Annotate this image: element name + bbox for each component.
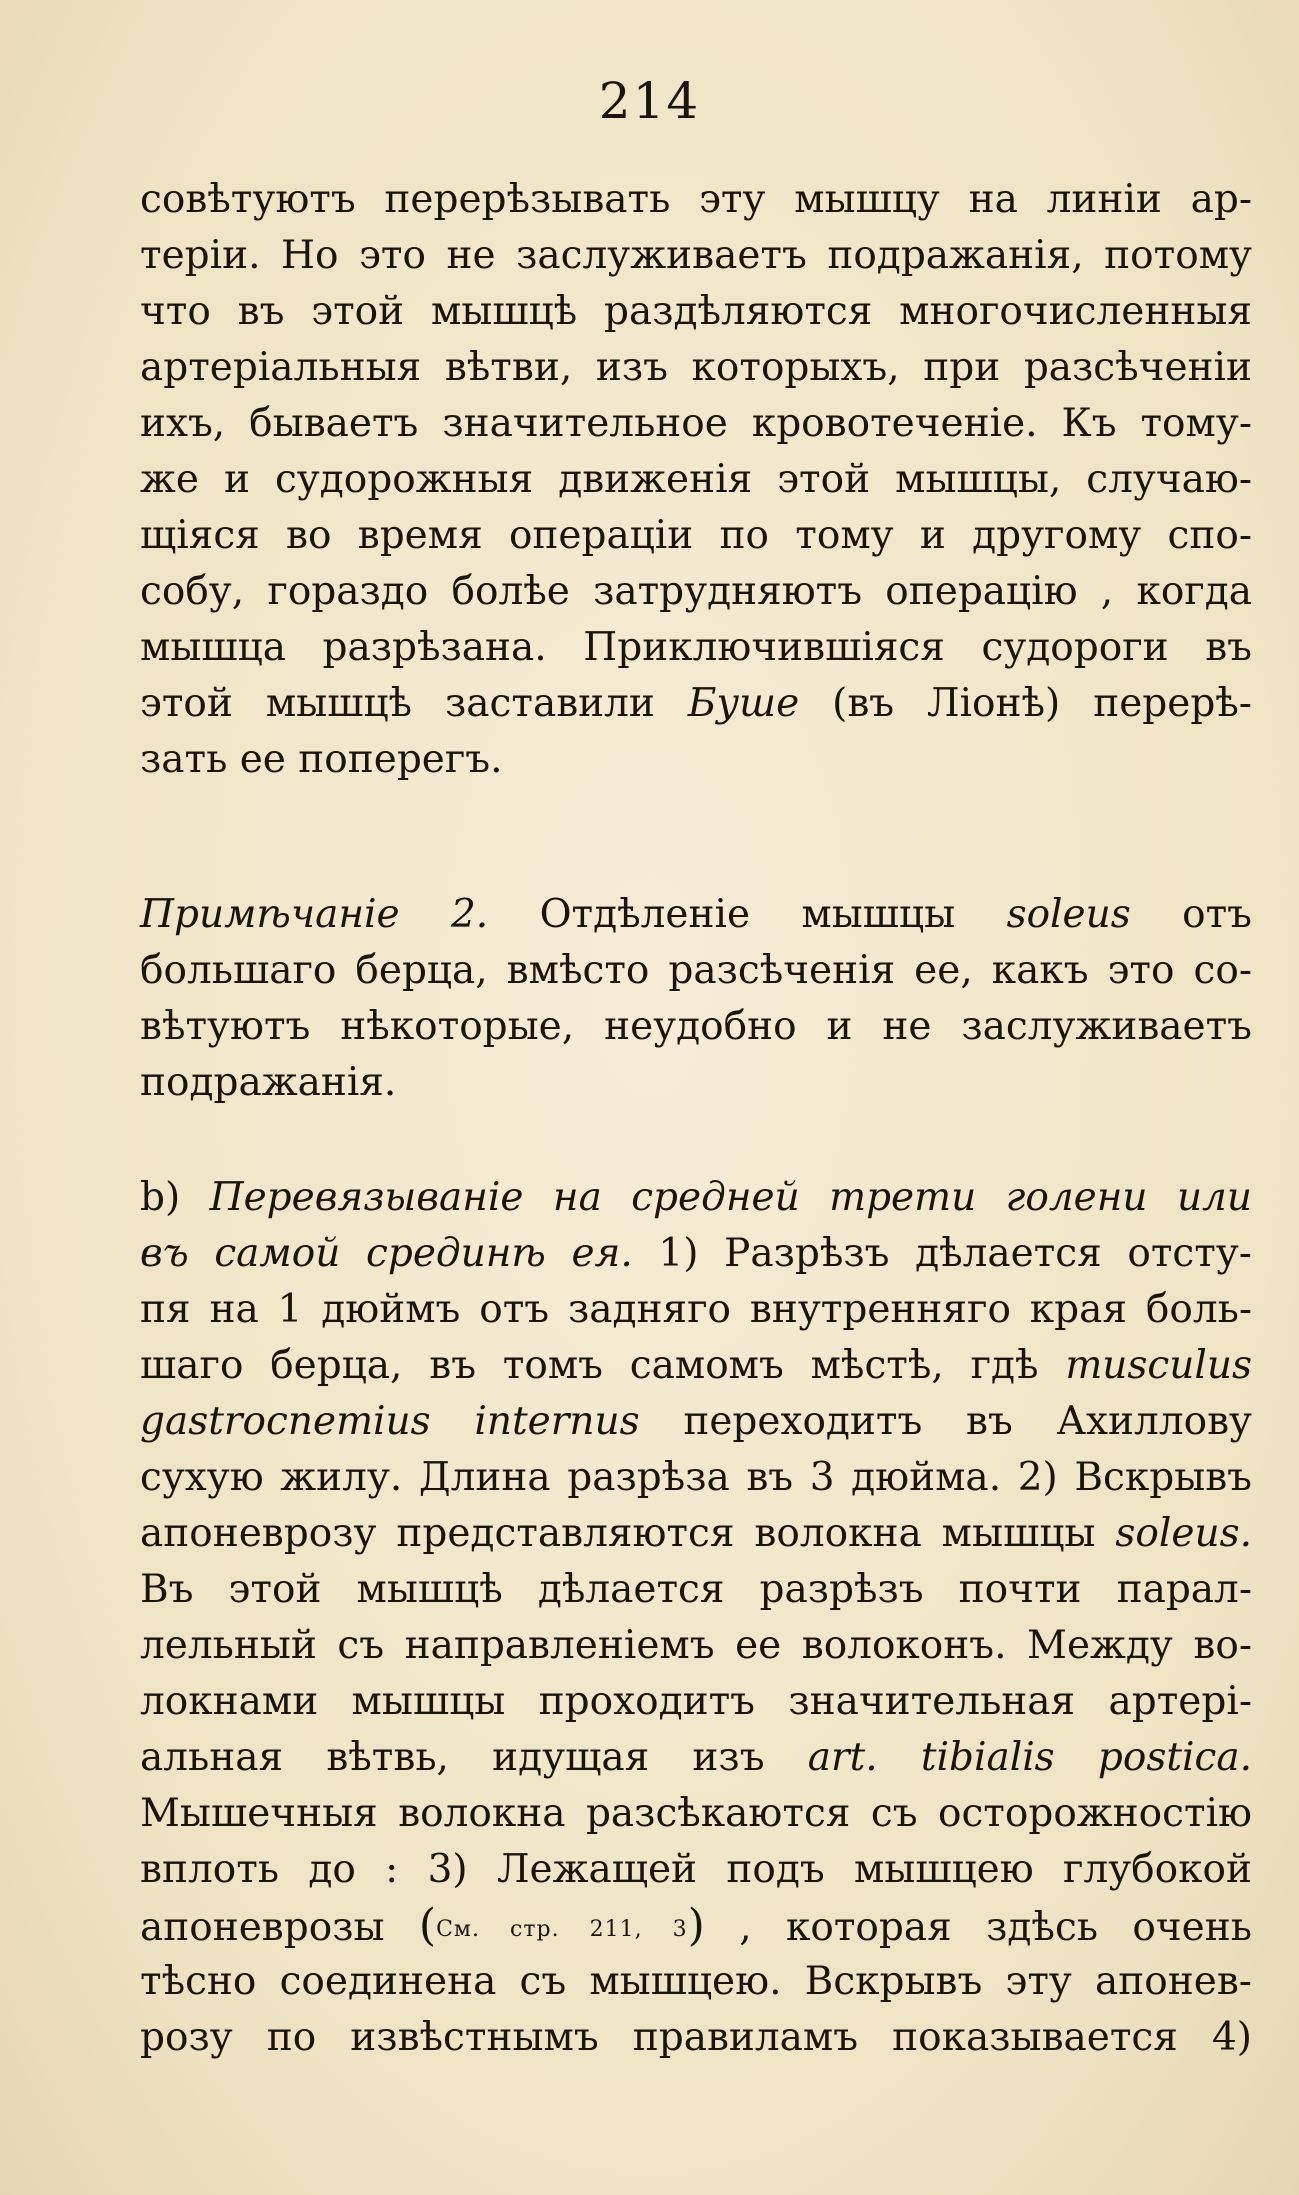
- text-line: пя на 1 дюймъ отъ задняго внутренняго края боль-: [140, 1287, 1252, 1332]
- text-run: этой мышцѣ заставили: [140, 681, 688, 726]
- latin-term: soleus.: [1115, 1511, 1252, 1556]
- text-run: (въ Ліонѣ) перерѣ-: [799, 681, 1252, 726]
- text-line: [140, 887, 1252, 943]
- text-line: что въ этой мышцѣ раздѣляются многочисленныя: [140, 289, 1252, 334]
- text-line: подражанія.: [140, 1060, 397, 1105]
- text-line: вѣтуютъ нѣкоторые, неудобно и не заслуживаетъ: [140, 1004, 1252, 1049]
- latin-term: gastrocnemius internus: [140, 1399, 640, 1444]
- text-line: сухую жилу. Длина разрѣза въ 3 дюйма. 2) Вскрывъ: [140, 1455, 1252, 1500]
- section-heading: въ самой срединѣ ея.: [140, 1231, 633, 1276]
- text-line: ихъ, бываетъ значительное кровотеченіе. Къ тому-: [140, 401, 1252, 446]
- text-run: отъ: [1130, 892, 1252, 937]
- text-run: b): [140, 1175, 210, 1220]
- text-line: щіяся во время операціи по тому и другому спо-: [140, 513, 1252, 558]
- paragraph-1: [140, 172, 1252, 788]
- latin-term: soleus: [1006, 892, 1131, 937]
- paragraph-2-note: [140, 887, 1252, 1111]
- text-run: альная вѣтвь, идущая изъ: [140, 1735, 808, 1780]
- text-line: [140, 1226, 1252, 1282]
- text-line: зать ее поперегъ.: [140, 737, 503, 782]
- page-reference: См. стр. 211, 3: [436, 1917, 688, 1942]
- reference-paren-open: (: [418, 1900, 437, 1951]
- text-run: , которая здѣсь очень: [704, 1905, 1252, 1950]
- text-line: совѣтуютъ перерѣзывать эту мышцу на линіи ар-: [140, 177, 1252, 222]
- text-line: [140, 676, 1252, 732]
- text-line: [140, 1898, 1252, 1954]
- text-line: Мышечныя волокна разсѣкаются съ осторожностію: [140, 1791, 1252, 1836]
- text-run: апоневрозу представляются волокна мышцы: [140, 1511, 1116, 1556]
- text-run: шаго берца, въ томъ самомъ мѣстѣ, гдѣ: [140, 1343, 1066, 1388]
- text-run: переходитъ въ Ахиллову: [639, 1399, 1252, 1444]
- text-line: собу, гораздо болѣе затрудняютъ операцію , когда: [140, 569, 1252, 614]
- text-line: Въ этой мышцѣ дѣлается разрѣзъ почти парал-: [140, 1567, 1252, 1612]
- reference-paren-close: ): [687, 1900, 705, 1951]
- text-line: розу по извѣстнымъ правиламъ показывается 4): [140, 2015, 1252, 2060]
- text-run: 1) Разрѣзъ дѣлается отсту-: [632, 1231, 1252, 1276]
- text-line: локнами мышцы проходитъ значительная артері-: [140, 1679, 1252, 1724]
- author-name: Буше: [687, 681, 800, 726]
- text-line: мышца разрѣзана. Приключившіяся судороги въ: [140, 625, 1252, 670]
- text-line: артеріальныя вѣтви, изъ которыхъ, при разсѣченіи: [140, 345, 1252, 390]
- text-line: теріи. Но это не заслуживаетъ подражанія, потому: [140, 233, 1252, 278]
- text-line: тѣсно соединена съ мышцею. Вскрывъ эту апонев-: [140, 1959, 1252, 2004]
- text-line: [140, 1506, 1252, 1562]
- text-line: [140, 1730, 1252, 1786]
- text-line: вплоть до : 3) Лежащей подъ мышцею глубокой: [140, 1847, 1252, 1892]
- text-line: лельный съ направленіемъ ее волоконъ. Между во-: [140, 1623, 1252, 1668]
- text-line: большаго берца, вмѣсто разсѣченія ее, какъ это со-: [140, 948, 1252, 993]
- page-number: 214: [598, 72, 701, 130]
- section-heading: Перевязываніе на средней трети голени или: [209, 1175, 1253, 1220]
- paragraph-3: [140, 1170, 1252, 2066]
- note-heading: Примѣчаніе 2.: [140, 892, 489, 937]
- latin-term: musculus: [1065, 1343, 1252, 1388]
- text-line: [140, 1338, 1252, 1394]
- latin-term: art. tibialis postica.: [807, 1735, 1252, 1780]
- text-line: [140, 1394, 1252, 1450]
- text-line: же и судорожныя движенія этой мышцы, случаю-: [140, 457, 1252, 502]
- text-run: апоневрозы: [140, 1905, 419, 1950]
- text-line: [140, 1170, 1252, 1226]
- text-run: Отдѣленіе мышцы: [488, 892, 1007, 937]
